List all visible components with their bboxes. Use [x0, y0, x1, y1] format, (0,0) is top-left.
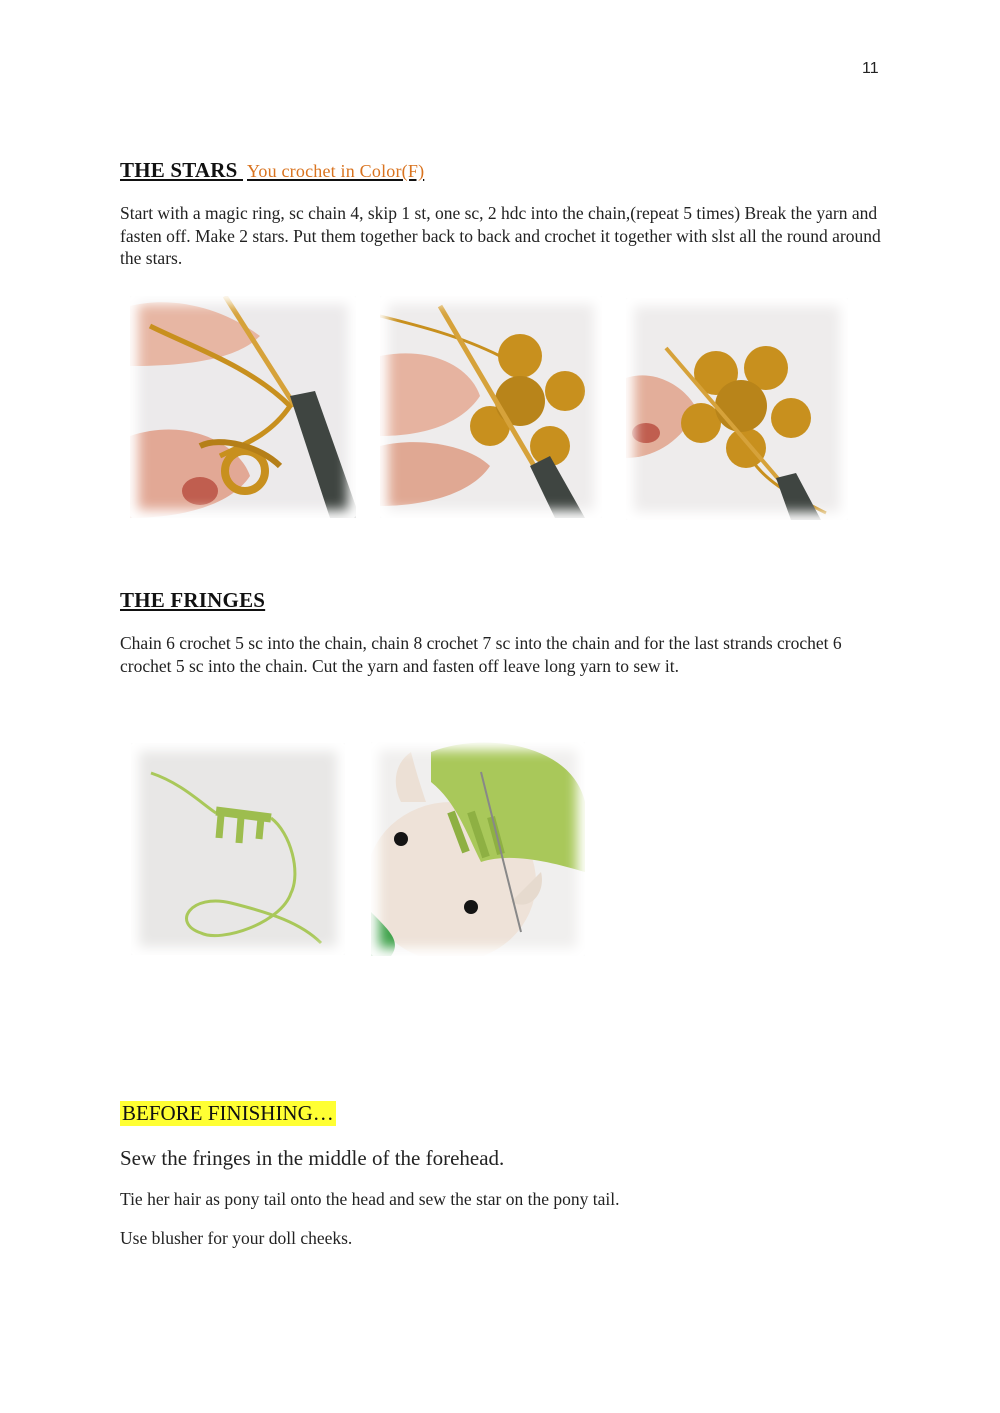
fringe-strands-illustration [131, 743, 345, 955]
photo-fringe-strands [131, 743, 345, 955]
stars-color-note: You crochet in Color(F) [247, 161, 425, 181]
star-progress-illustration [380, 296, 602, 518]
fringes-heading: THE FRINGES [120, 588, 266, 612]
doll-fringe-illustration [371, 742, 585, 956]
finished-star-illustration [626, 298, 848, 520]
finishing-line-fringes: Sew the fringes in the middle of the forehead. [120, 1146, 505, 1170]
photo-star-in-progress [380, 296, 602, 518]
finishing-line-blusher: Use blusher for your doll cheeks. [120, 1228, 353, 1248]
finishing-line-ponytail: Tie her hair as pony tail onto the head and sew the star on the pony tail. [120, 1189, 620, 1209]
stars-title: THE STARS [120, 158, 243, 182]
photo-doll-fringe [371, 742, 585, 956]
finishing-heading: BEFORE FINISHING… [122, 1101, 334, 1125]
page-number: 11 [862, 60, 879, 77]
fringes-paragraph: Chain 6 crochet 5 sc into the chain, chain 8 crochet 7 sc into the chain and for the last strands crochet 6 crochet 5 sc into the chain. Cut the yarn and fasten off leave long yarn to sew it. [120, 633, 842, 676]
magic-ring-illustration [130, 296, 356, 518]
photo-magic-ring [130, 296, 356, 518]
stars-paragraph: Start with a magic ring, sc chain 4, skip 1 st, one sc, 2 hdc into the chain,(repeat 5 times) Break the yarn and fasten off. Make 2 stars. Put them together back to back and crochet it together with slst all the round around the stars. [120, 203, 881, 268]
photo-finished-star [626, 298, 848, 520]
stars-heading [120, 158, 424, 183]
